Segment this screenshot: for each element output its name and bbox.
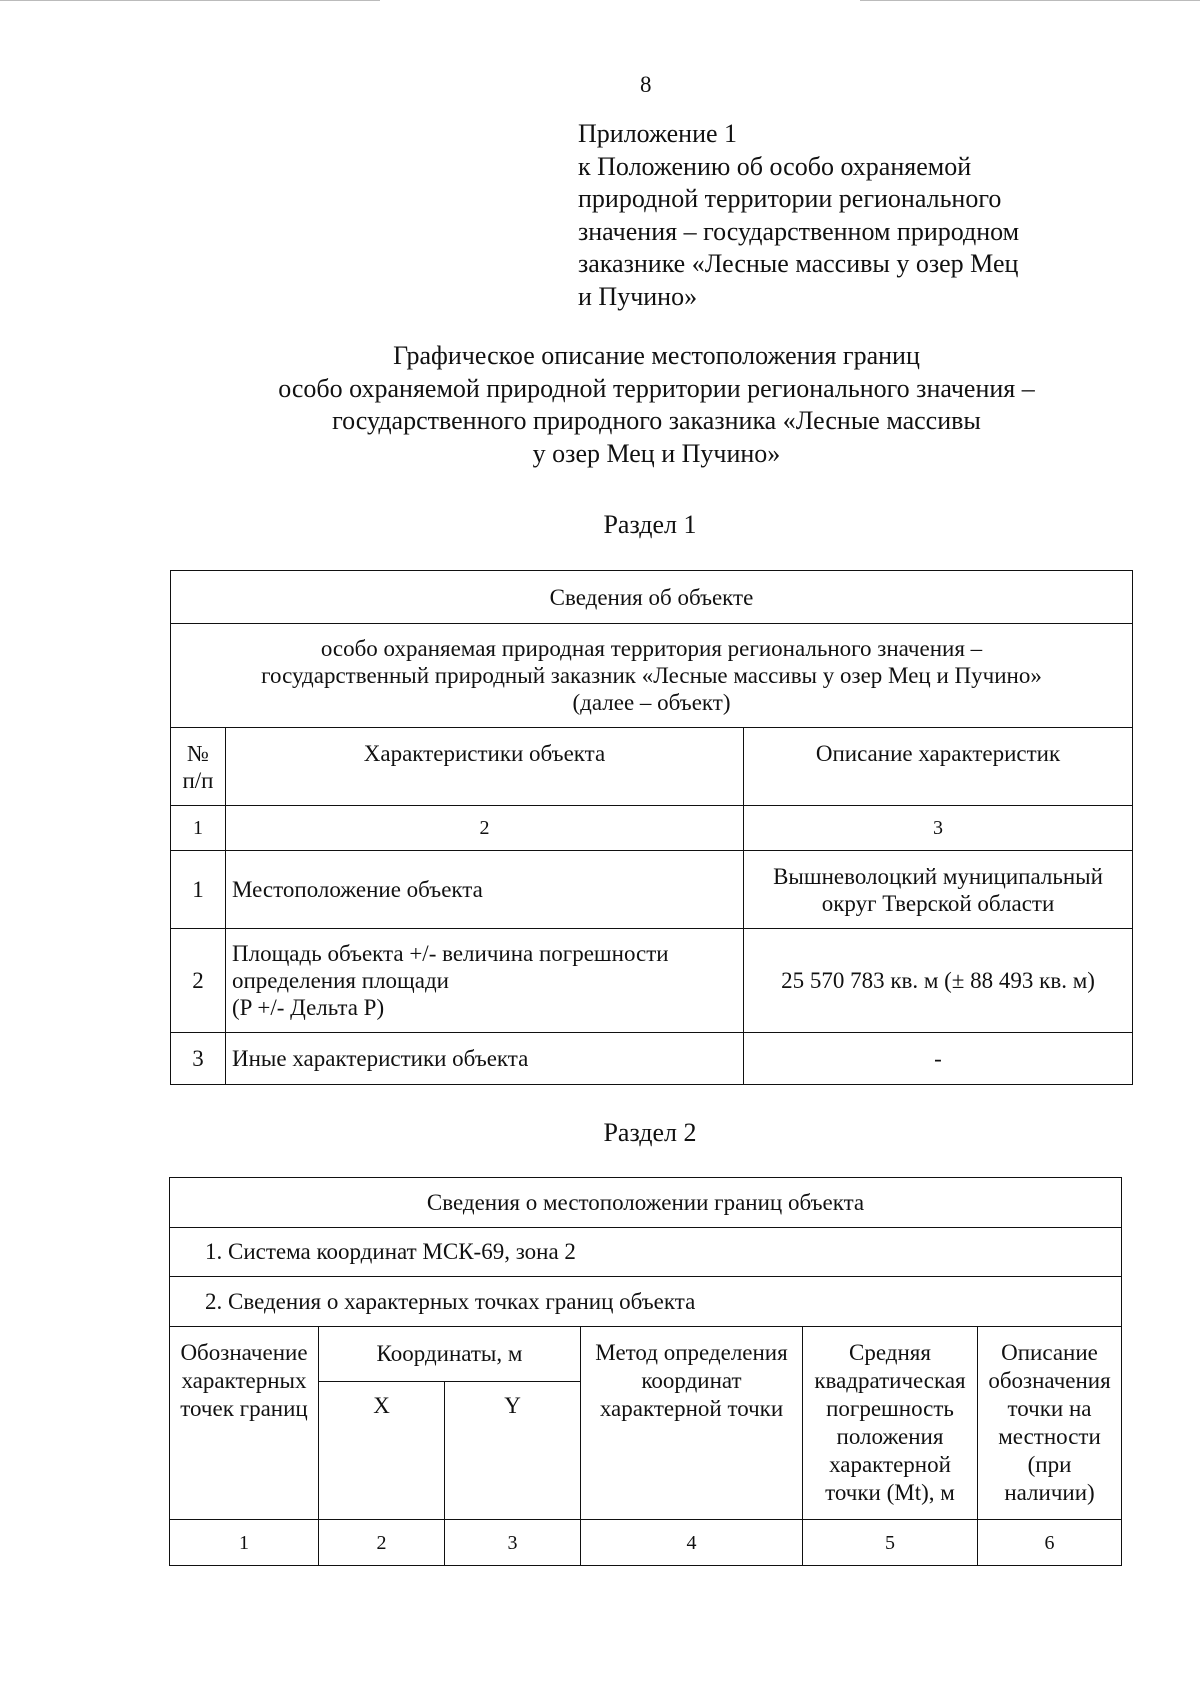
object-description-line: особо охраняемая природная территория регионального значения –	[320, 636, 983, 661]
header-text: квадратическая	[814, 1368, 966, 1393]
description-line: Вышневолоцкий муниципальный	[773, 863, 1103, 889]
page-number: 8	[640, 72, 652, 97]
row-number: 3	[171, 1033, 226, 1085]
table-row	[171, 1033, 1133, 1085]
section-1-heading: Раздел 1	[603, 510, 697, 539]
column-number: 3	[445, 1520, 581, 1566]
header-text: Обозначение	[180, 1340, 308, 1365]
table-row	[171, 929, 1133, 1033]
appendix-line: и Пучино»	[578, 281, 698, 311]
header-text: обозначения	[988, 1368, 1111, 1393]
header-description: Описание характеристик	[744, 728, 1133, 806]
row-description: 25 570 783 кв. м (± 88 493 кв. м)	[744, 929, 1133, 1033]
row-description: -	[744, 1033, 1133, 1085]
appendix-line: значения – государственном природном	[578, 216, 1020, 246]
column-number: 5	[803, 1520, 978, 1566]
title-line: у озер Мец и Пучино»	[532, 438, 781, 468]
header-text: Метод определения	[595, 1340, 788, 1365]
header-text: характерной точки	[599, 1396, 784, 1421]
header-text: характерной	[829, 1452, 951, 1477]
column-number: 2	[226, 806, 744, 851]
header-text: наличии)	[1004, 1480, 1095, 1505]
characteristic-line: определения площади	[232, 968, 449, 993]
header-coordinates: Координаты, м	[319, 1327, 581, 1382]
column-number: 2	[319, 1520, 445, 1566]
table-row	[171, 851, 1133, 929]
boundary-points-table	[169, 1177, 1122, 1566]
title-line: особо охраняемой природной территории регионального значения –	[278, 373, 1035, 403]
header-text: местности	[998, 1424, 1101, 1449]
column-number: 3	[744, 806, 1133, 851]
object-info-table	[170, 570, 1133, 1085]
header-method	[581, 1327, 803, 1520]
appendix-line: заказнике «Лесные массивы у озер Мец	[578, 249, 1019, 278]
characteristic-line: (P +/- Дельта P)	[232, 995, 385, 1020]
boundary-table-title: Сведения о местоположении границ объекта	[170, 1178, 1122, 1228]
appendix-line: к Положению об особо охраняемой	[578, 151, 972, 181]
column-number: 1	[170, 1520, 319, 1566]
header-text: Описание	[1001, 1340, 1098, 1365]
object-description	[171, 624, 1133, 728]
column-number: 4	[581, 1520, 803, 1566]
header-text: положения	[836, 1424, 944, 1449]
title-line: Графическое описание местоположения границ	[393, 341, 920, 370]
header-text: №	[187, 741, 209, 766]
row-description	[744, 851, 1133, 929]
appendix-note	[578, 118, 1098, 313]
header-text: характерных	[181, 1368, 307, 1393]
header-text: координат	[641, 1368, 742, 1393]
header-x: X	[319, 1382, 445, 1520]
title-line: государственного природного заказника «Лесные массивы	[332, 406, 981, 435]
scan-artifact-line	[860, 0, 1200, 1]
header-text: точки (Mt), м	[825, 1480, 955, 1505]
header-text: (при	[1027, 1452, 1072, 1477]
row-characteristic	[226, 929, 744, 1033]
header-text: погрешность	[826, 1396, 954, 1421]
document-title	[100, 340, 1200, 470]
header-characteristic: Характеристики объекта	[226, 728, 744, 806]
header-row-number	[171, 728, 226, 806]
header-point-designation	[170, 1327, 319, 1520]
object-table-title: Сведения об объекте	[171, 571, 1133, 624]
characteristic-line: Площадь объекта +/- величина погрешности	[232, 941, 669, 966]
object-description-line: (далее – объект)	[572, 690, 731, 715]
description-line: округ Тверской области	[821, 890, 1055, 916]
appendix-line: природной территории регионального	[578, 184, 1002, 213]
header-mean-square-error	[803, 1327, 978, 1520]
scan-artifact-line	[0, 0, 380, 1]
header-text: Средняя	[849, 1340, 931, 1365]
row-number: 1	[171, 851, 226, 929]
characteristic-points-info: 2. Сведения о характерных точках границ объекта	[170, 1277, 1122, 1327]
object-description-line: государственный природный заказник «Лесные массивы у озер Мец и Пучино»	[261, 663, 1042, 688]
column-number: 1	[171, 806, 226, 851]
row-characteristic: Местоположение объекта	[226, 851, 744, 929]
column-number: 6	[978, 1520, 1122, 1566]
appendix-line: Приложение 1	[578, 119, 738, 148]
row-number: 2	[171, 929, 226, 1033]
coordinate-system: 1. Система координат МСК-69, зона 2	[170, 1228, 1122, 1277]
header-text: точек границ	[180, 1396, 308, 1421]
header-text: п/п	[182, 768, 214, 793]
header-point-description	[978, 1327, 1122, 1520]
header-text: точки на	[1007, 1396, 1092, 1421]
row-characteristic: Иные характеристики объекта	[226, 1033, 744, 1085]
header-y: Y	[445, 1382, 581, 1520]
section-2-heading: Раздел 2	[603, 1118, 697, 1147]
